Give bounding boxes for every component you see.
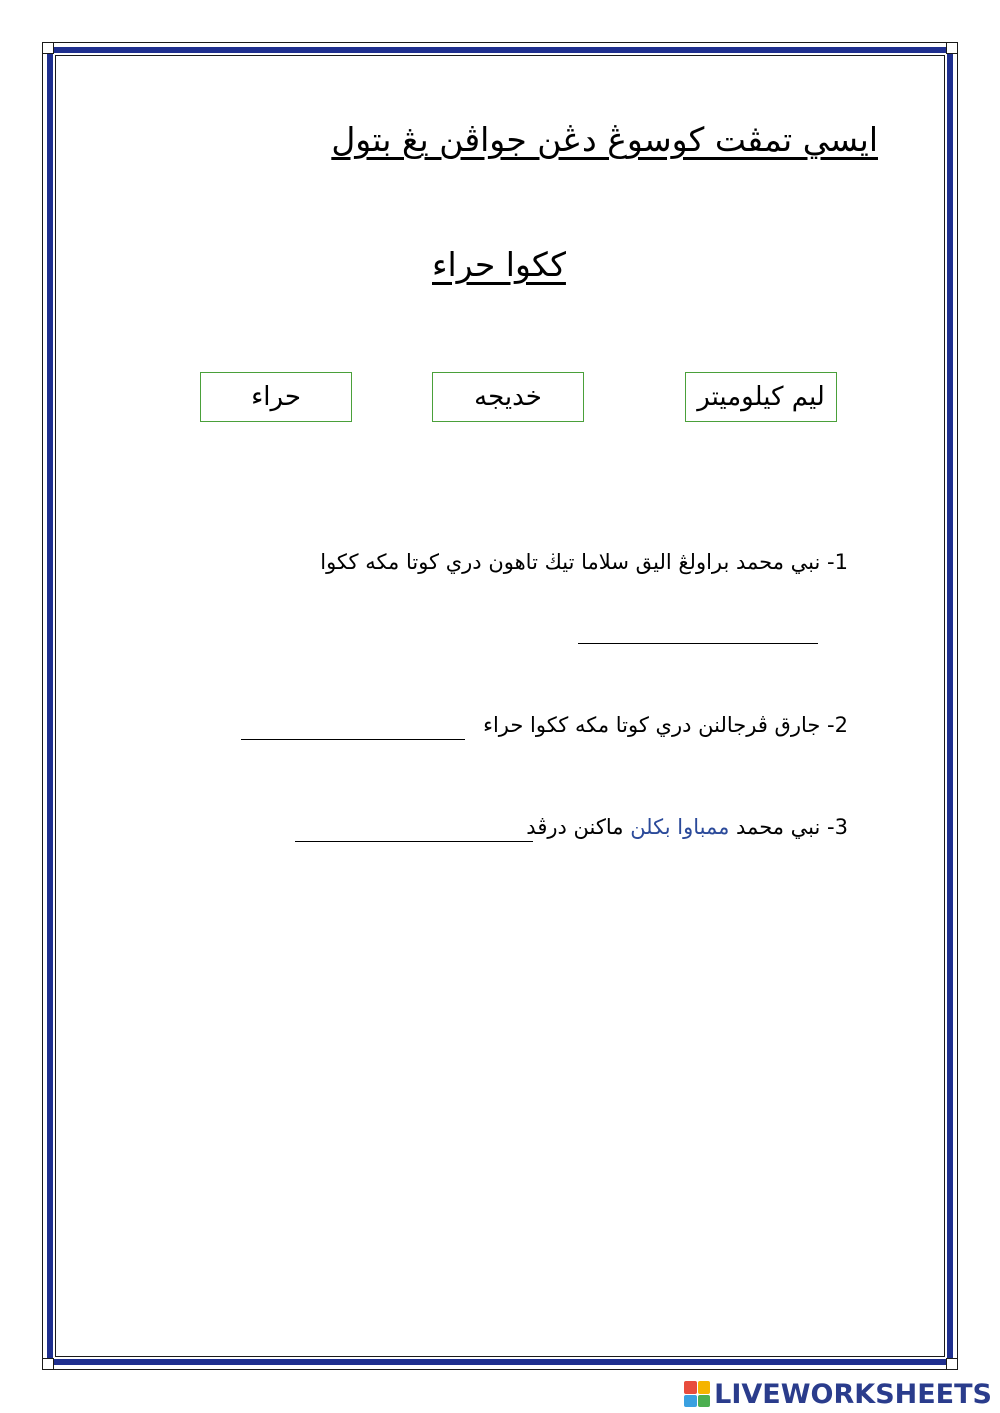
worksheet-subtitle: ككوا حراء [432, 245, 566, 284]
question-2-number: 2- [827, 713, 848, 737]
answer-blank-3[interactable] [295, 841, 533, 842]
question-3 [526, 815, 848, 839]
border-corner [946, 1358, 958, 1370]
answer-blank-2[interactable] [241, 739, 465, 740]
border-corner [42, 42, 54, 54]
word-bank-item-1[interactable]: ليم كيلوميتر [685, 372, 837, 422]
liveworksheets-badge-icon [684, 1381, 710, 1407]
question-1 [320, 550, 848, 574]
question-2 [483, 713, 848, 737]
word-bank-item-3[interactable]: حراء [200, 372, 352, 422]
answer-blank-1[interactable] [578, 643, 818, 644]
border-corner [946, 42, 958, 54]
question-1-text: نبي محمد براولڠ اليق سلاما تيڬ تاهون دري كوتا مكه ككوا [320, 550, 821, 574]
word-bank-item-2[interactable]: خديجه [432, 372, 584, 422]
question-2-text: جارق ڤرجالنن دري كوتا مكه ككوا حراء [483, 713, 821, 737]
question-3-number: 3- [827, 815, 848, 839]
liveworksheets-brand-text: LIVEWORKSHEETS [714, 1378, 992, 1410]
border-corner [42, 1358, 54, 1370]
liveworksheets-logo[interactable] [684, 1378, 992, 1410]
question-3-text-before: نبي محمد [736, 815, 821, 839]
question-3-text-after: ماكنن درڤد [526, 815, 624, 839]
worksheet-title: ايسي تمڤت كوسوڠ دڠن جواڤن يڠ بتول [331, 120, 878, 159]
question-3-text-highlight: ممباوا بكلن [630, 815, 730, 839]
question-1-number: 1- [827, 550, 848, 574]
